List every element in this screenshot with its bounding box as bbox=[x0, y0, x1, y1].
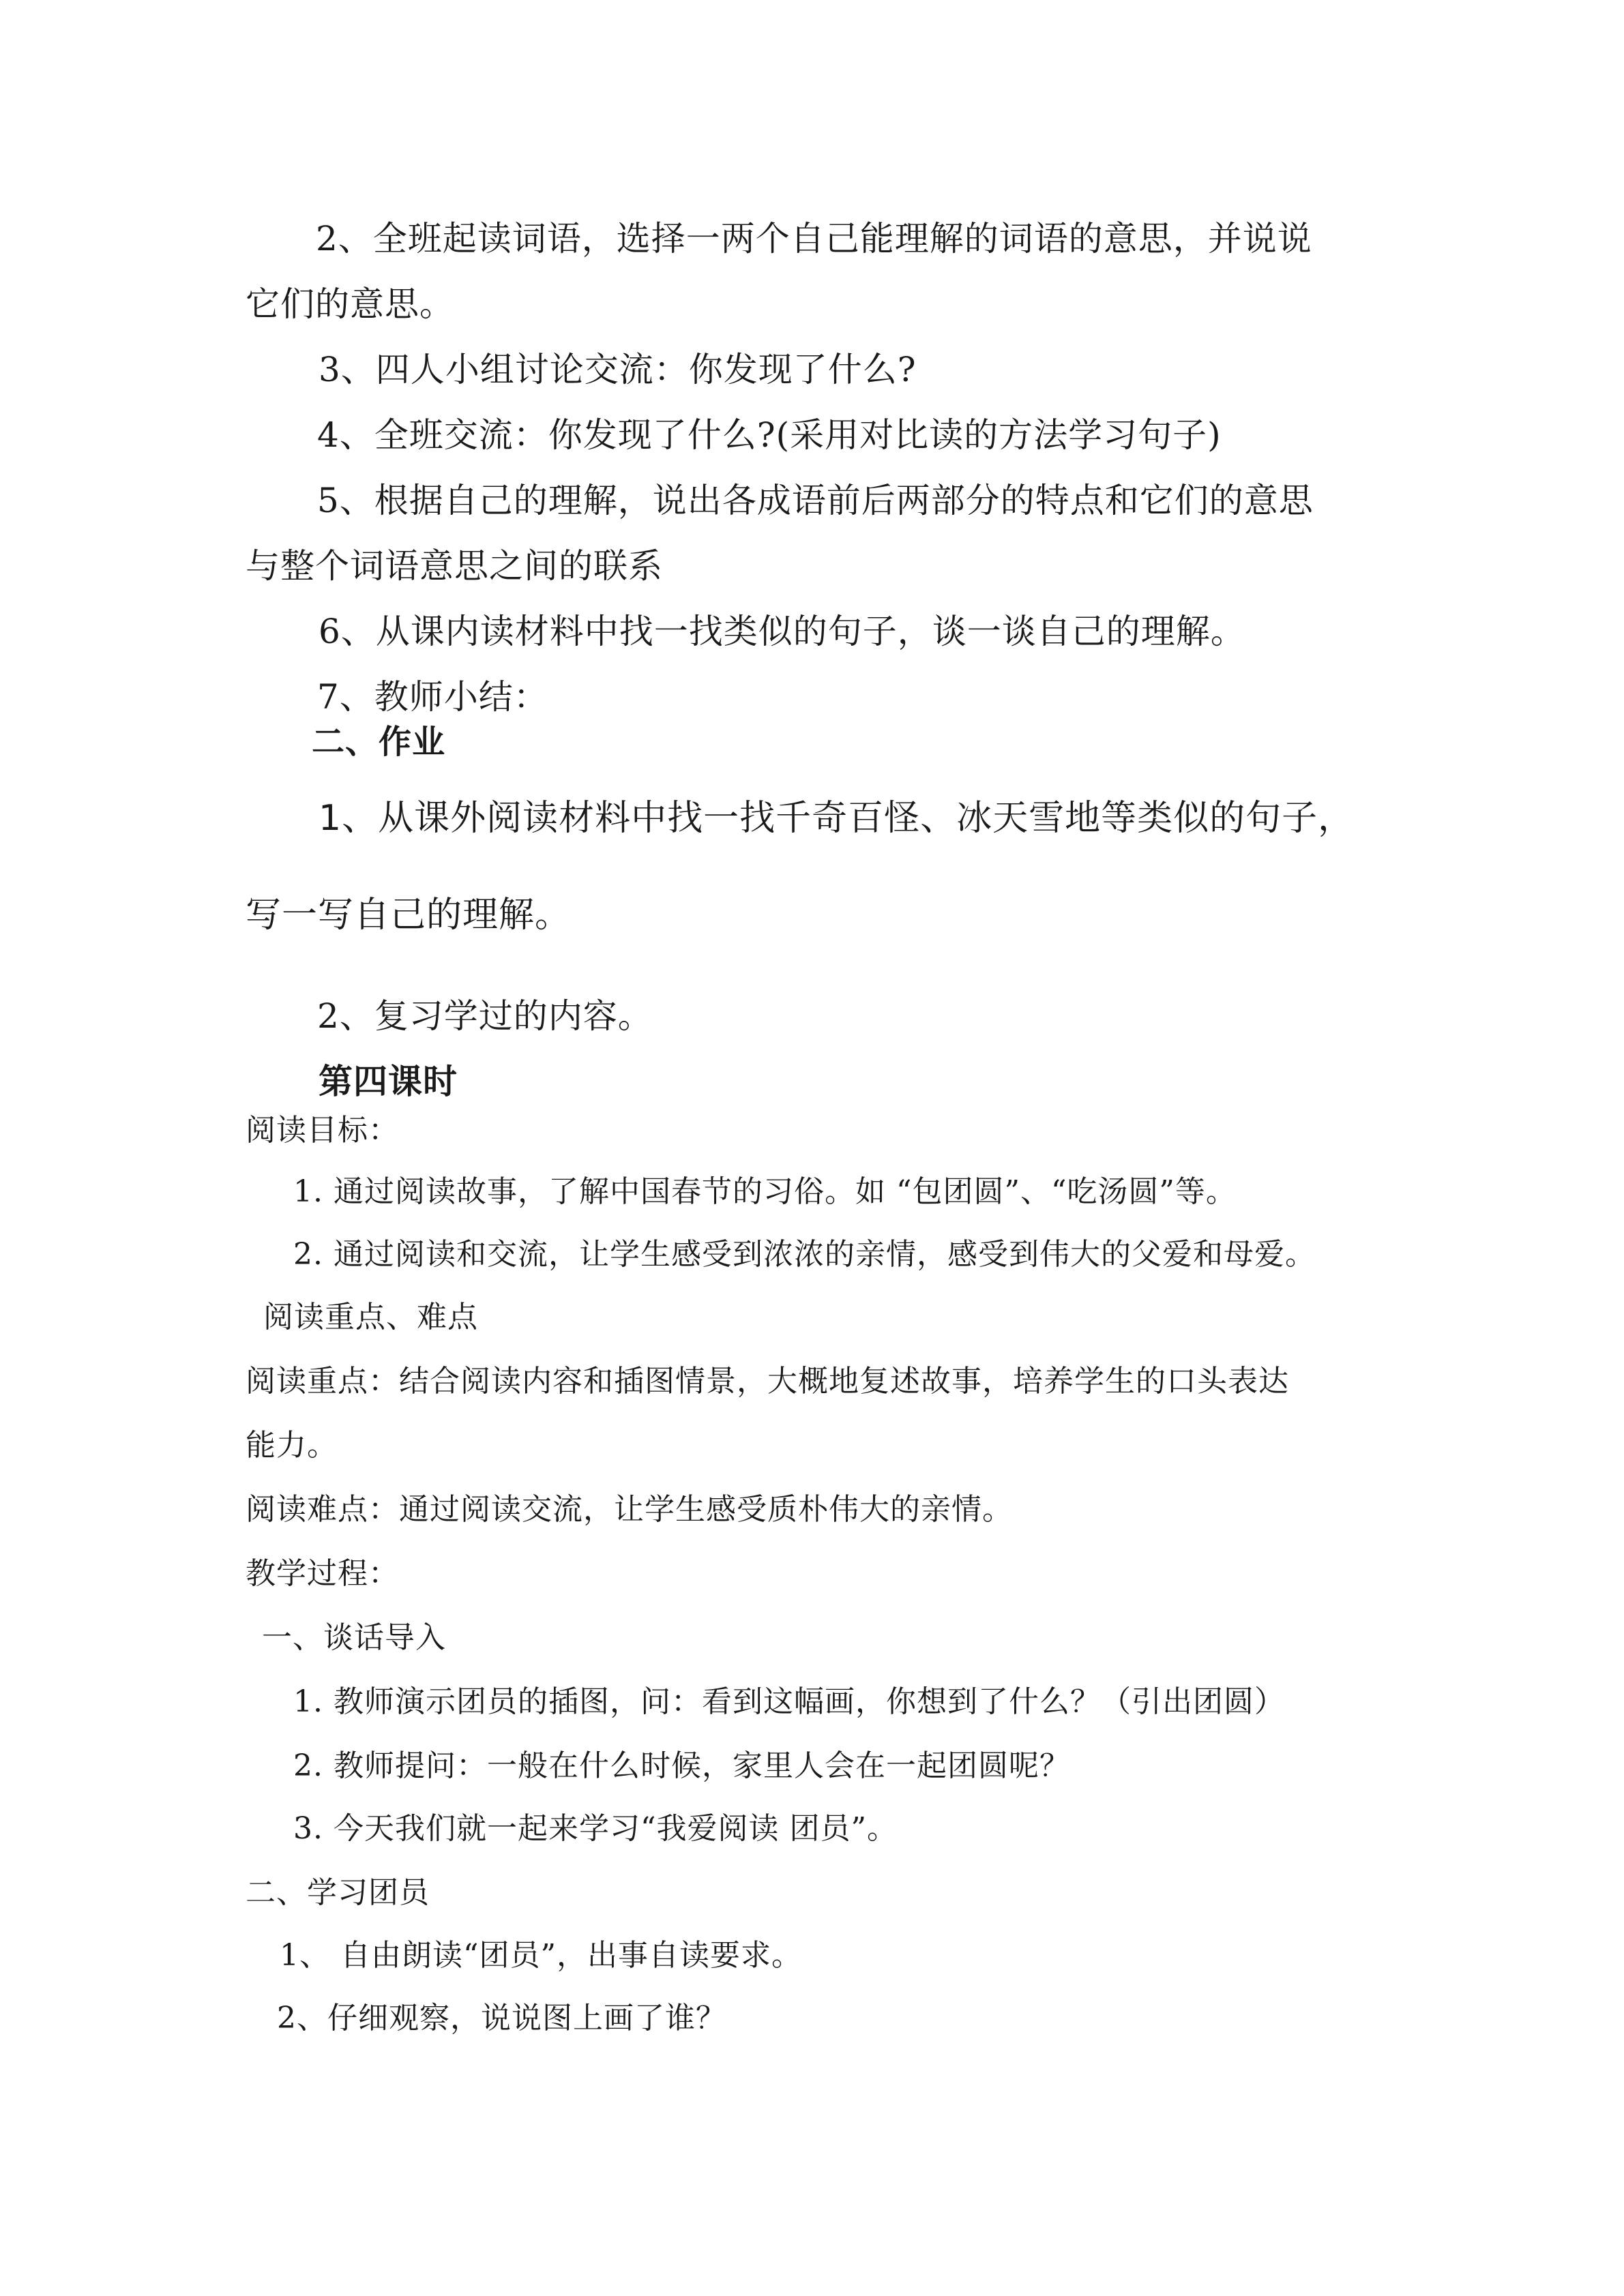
text-line: 2、复习学过的内容。 bbox=[317, 996, 653, 1036]
text-line: 2. 教师提问：一般在什么时候，家里人会在一起团圆呢？ bbox=[293, 1748, 1070, 1783]
text-line: 一、谈话导入 bbox=[262, 1620, 446, 1655]
text-line: 阅读难点：通过阅读交流，让学生感受质朴伟大的亲情。 bbox=[246, 1492, 1013, 1527]
text-line: 它们的意思。 bbox=[246, 284, 454, 324]
text-line: 写一写自己的理解。 bbox=[246, 895, 572, 936]
text-line: 与整个词语意思之间的联系 bbox=[246, 546, 663, 586]
text-line: 能力。 bbox=[246, 1428, 338, 1463]
text-line: 5、根据自己的理解，说出各成语前后两部分的特点和它们的意思 bbox=[317, 481, 1314, 520]
section-heading: 第四课时 bbox=[319, 1062, 458, 1101]
text-line: 二、学习团员 bbox=[246, 1875, 430, 1910]
section-heading: 二、作业 bbox=[312, 723, 446, 761]
text-line: 1. 教师演示团员的插图，问：看到这幅画，你想到了什么？（引出团圆） bbox=[293, 1684, 1285, 1719]
text-line: 4、全班交流：你发现了什么?(采用对比读的方法学习句子) bbox=[317, 415, 1222, 455]
text-line: 1、 自由朗读“团员”，出事自读要求。 bbox=[280, 1938, 802, 1973]
text-line: 1. 通过阅读故事，了解中国春节的习俗。如 “包团圆”、“吃汤圆”等。 bbox=[293, 1174, 1237, 1209]
text-line: 2、仔细观察，说说图上画了谁？ bbox=[277, 2001, 726, 2036]
text-line: 2. 通过阅读和交流，让学生感受到浓浓的亲情，感受到伟大的父爱和母爱。 bbox=[293, 1237, 1316, 1272]
text-line: 阅读目标： bbox=[246, 1113, 399, 1148]
text-line: 阅读重点：结合阅读内容和插图情景，大概地复述故事，培养学生的口头表达 bbox=[246, 1364, 1289, 1399]
text-line: 3、四人小组讨论交流：你发现了什么? bbox=[319, 350, 917, 389]
text-line: 3. 今天我们就一起来学习“我爱阅读 团员”。 bbox=[293, 1811, 898, 1846]
text-line: 2、全班起读词语，选择一两个自己能理解的词语的意思，并说说 bbox=[316, 219, 1312, 258]
text-line: 阅读重点、难点 bbox=[263, 1300, 478, 1335]
text-line: 7、教师小结： bbox=[317, 677, 548, 717]
text-line: 教学过程： bbox=[246, 1556, 399, 1591]
text-line: 6、从课内读材料中找一找类似的句子，谈一谈自己的理解。 bbox=[319, 612, 1245, 651]
text-line: 1、从课外阅读材料中找一找千奇百怪、冰天雪地等类似的句子， bbox=[319, 798, 1355, 839]
